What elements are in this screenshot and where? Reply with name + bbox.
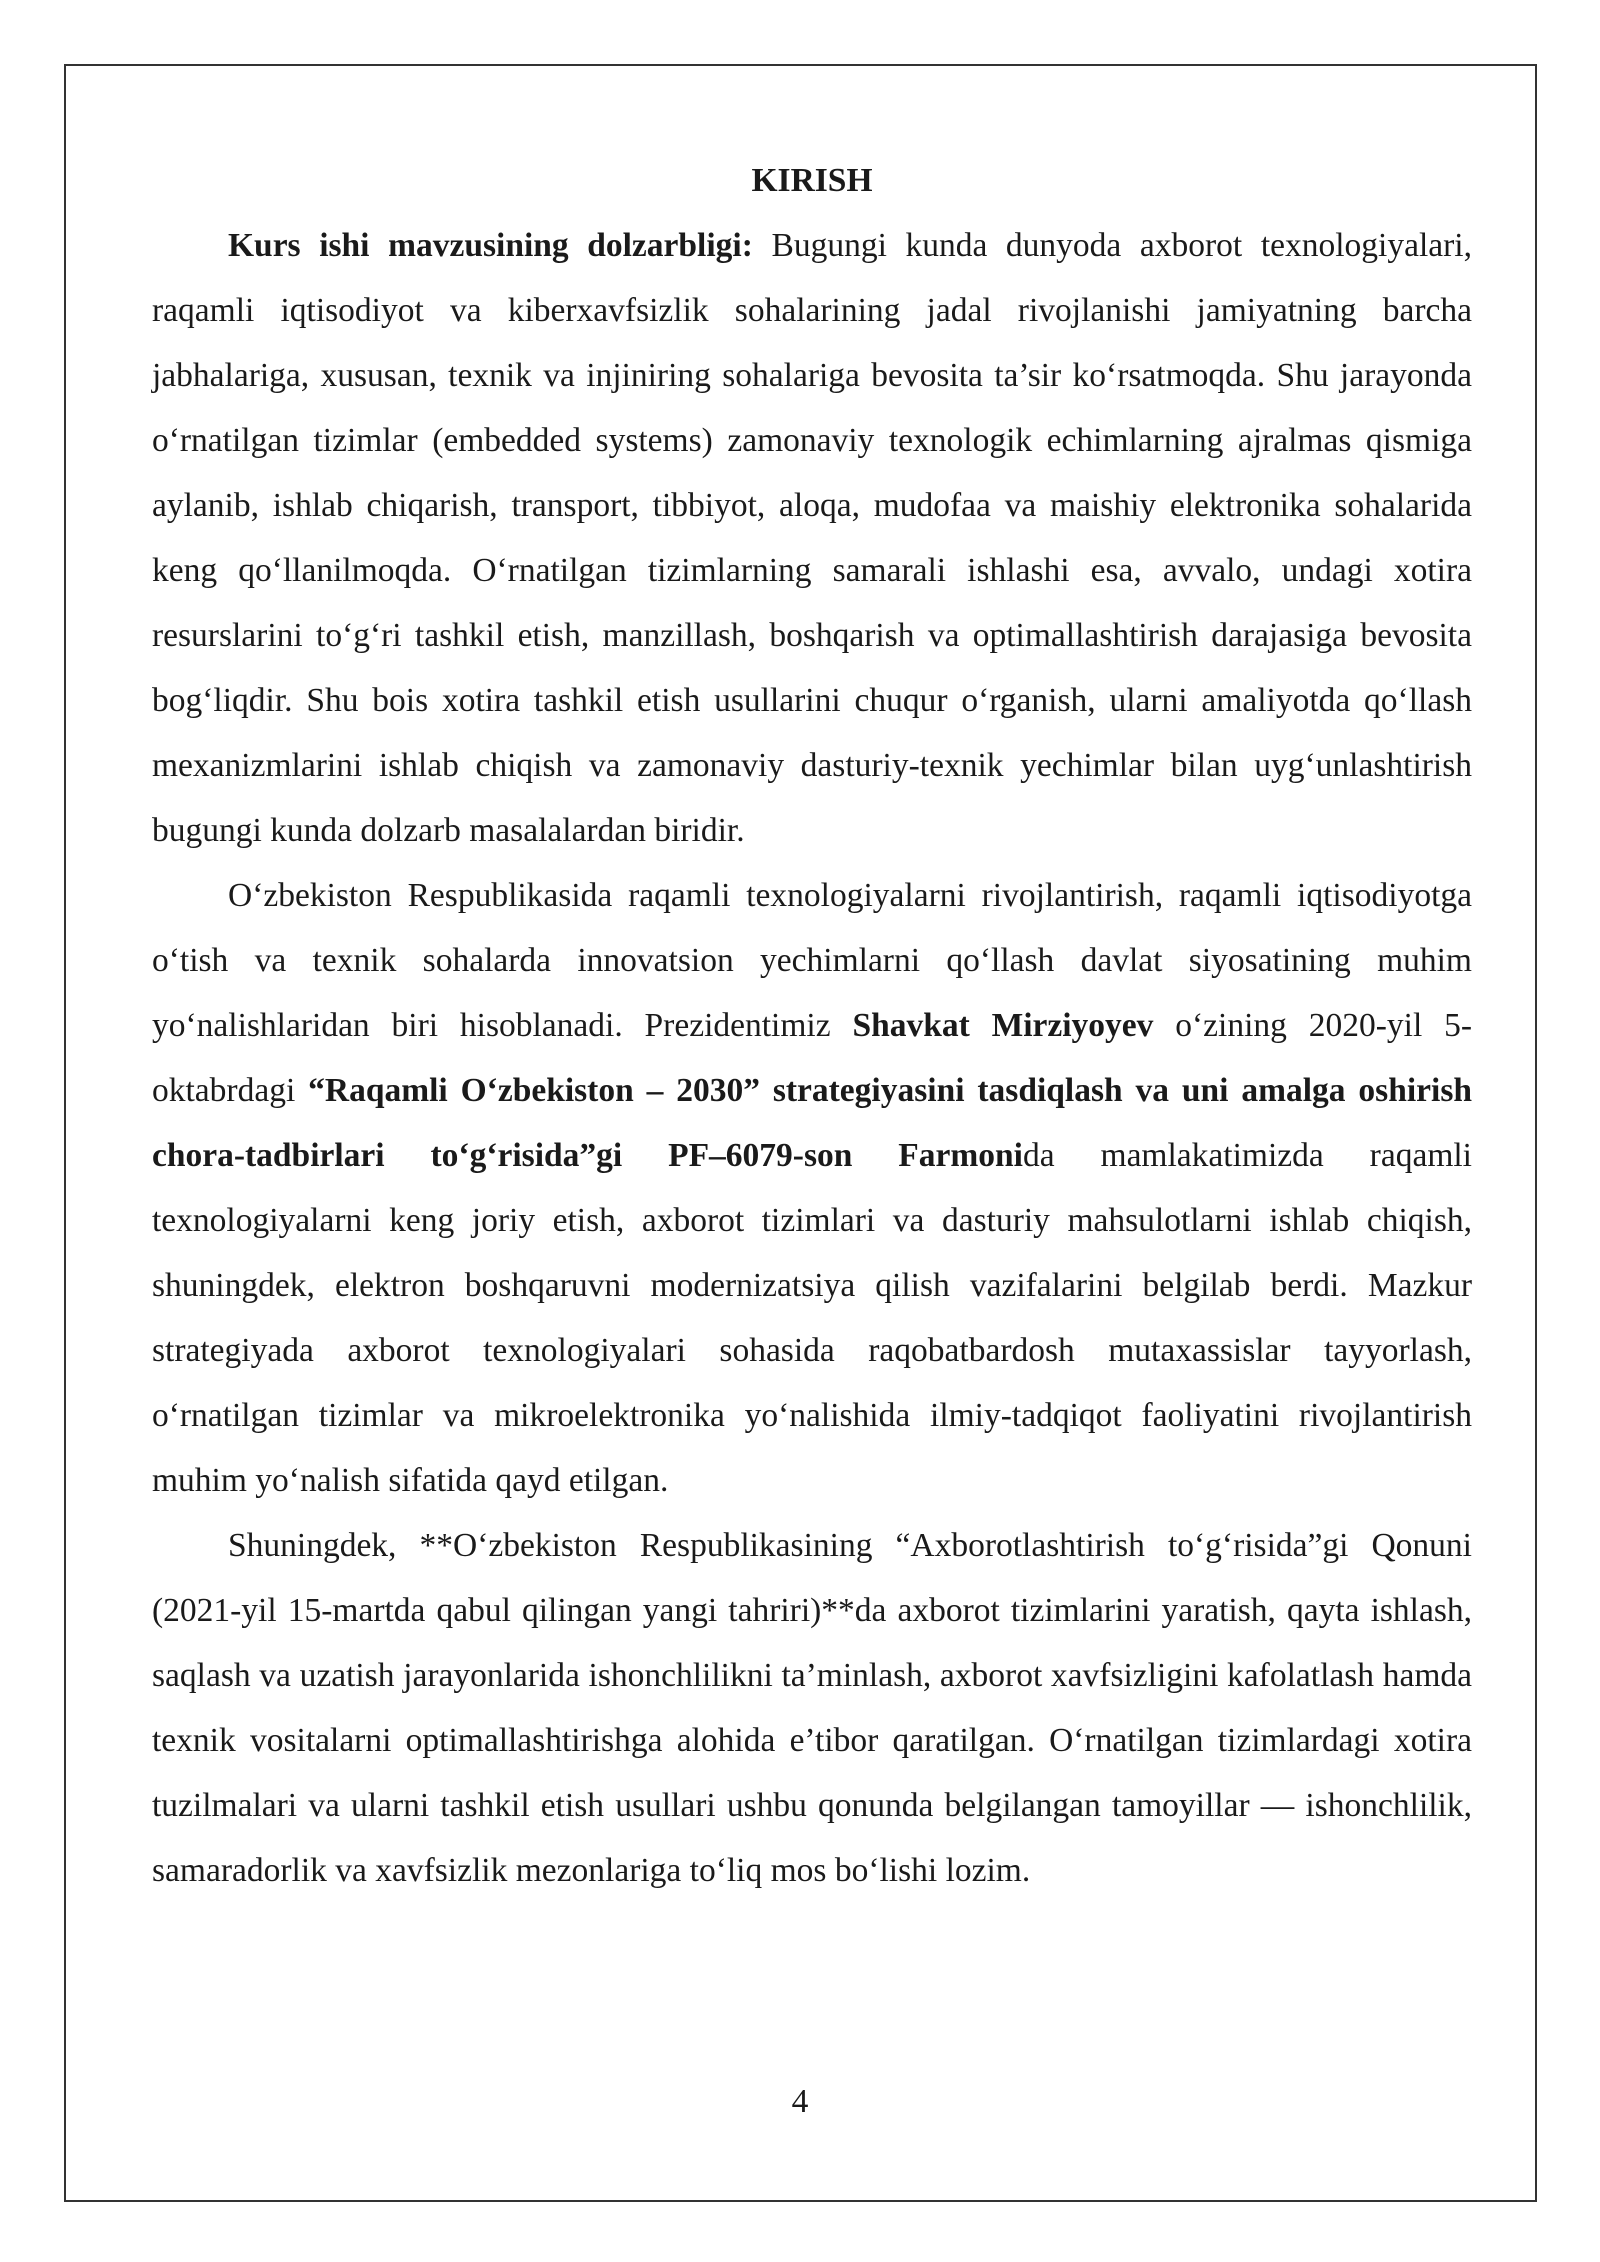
decree-title: “Raqamli O‘zbekiston – 2030” strategiyasini tasdiqlash va uni amalga oshirish chora-tadbirlari to‘g‘risida”gi PF–6079-son Farmoni <box>152 1072 1472 1174</box>
paragraph-text: Shuningdek, **O‘zbekiston Respublikasining “Axborotlashtirish to‘g‘risida”gi Qonuni (2021-yil 15-martda qabul qilingan yangi tahriri)**da axborot tizimlarini yaratish, qayta ishlash, saqlash va uzatish jarayonlarida ishonchlilikni ta’minlash, axborot xavfsizligini kafolatlash hamda texnik vositalarni optimallashtirishga alohida e’tibor qaratilgan. O‘rnatilgan tizimlardagi xotira tuzilmalari va ularni tashkil etish usullari ushbu qonunda belgilangan tamoyillar — ishonchlilik, samaradorlik va xavfsizlik mezonlariga to‘liq mos bo‘lishi lozim. <box>152 1527 1472 1889</box>
paragraph-text: o‘zining 2020-yil 5-oktabrdagi <box>152 1007 1473 1109</box>
paragraph-strategy <box>152 863 1472 1513</box>
president-name: Shavkat Mirziyoyev <box>852 1007 1154 1044</box>
section-heading: KIRISH <box>751 162 873 199</box>
paragraph-text: da mamlakatimizda raqamli texnologiyalarni keng joriy etish, axborot tizimlari va dasturiy mahsulotlarni ishlab chiqish, shuningdek, elektron boshqaruvni modernizatsiya qilish vazifalarini belgilab berdi. Mazkur strategiyada axborot texnologiyalari sohasida raqobatbardosh mutaxassislar tayyorlash, o‘rnatilgan tizimlar va mikroelektronika yo‘nalishida ilmiy-tadqiqot faoliyatini rivojlantirish muhim yo‘nalish sifatida qayd etilgan. <box>152 1137 1472 1499</box>
document-body <box>152 148 1472 1903</box>
page-number: 4 <box>791 2083 809 2120</box>
paragraph-law <box>152 1513 1472 1903</box>
paragraph-lead: Kurs ishi mavzusining dolzarbligi: <box>228 227 753 264</box>
paragraph-text: O‘zbekiston Respublikasida raqamli texnologiyalarni rivojlantirish, raqamli iqtisodiyotga o‘tish va texnik sohalarda innovatsion yechimlarni qo‘llash davlat siyosatining muhim yo‘nalishlaridan biri hisoblanadi. Prezidentimiz <box>152 877 1472 1044</box>
paragraph-text: Bugungi kunda dunyoda axborot texnologiyalari, raqamli iqtisodiyot va kiberxavfsizlik sohalarining jadal rivojlanishi jamiyatning barcha jabhalariga, xususan, texnik va injiniring sohalariga bevosita ta’sir ko‘rsatmoqda. Shu jarayonda o‘rnatilgan tizimlar (embedded systems) zamonaviy texnologik echimlarning ajralmas qismiga aylanib, ishlab chiqarish, transport, tibbiyot, aloqa, mudofaa va maishiy elektronika sohalarida keng qo‘llanilmoqda. O‘rnatilgan tizimlarning samarali ishlashi esa, avvalo, undagi xotira resurslarini to‘g‘ri tashkil etish, manzillash, boshqarish va optimallashtirish darajasiga bevosita bog‘liqdir. Shu bois xotira tashkil etish usullarini chuqur o‘rganish, ularni amaliyotda qo‘llash mexanizmlarini ishlab chiqish va zamonaviy dasturiy-texnik yechimlar bilan uyg‘unlashtirish bugungi kunda dolzarb masalalardan biridir. <box>152 227 1472 849</box>
paragraph-relevance <box>152 213 1472 863</box>
